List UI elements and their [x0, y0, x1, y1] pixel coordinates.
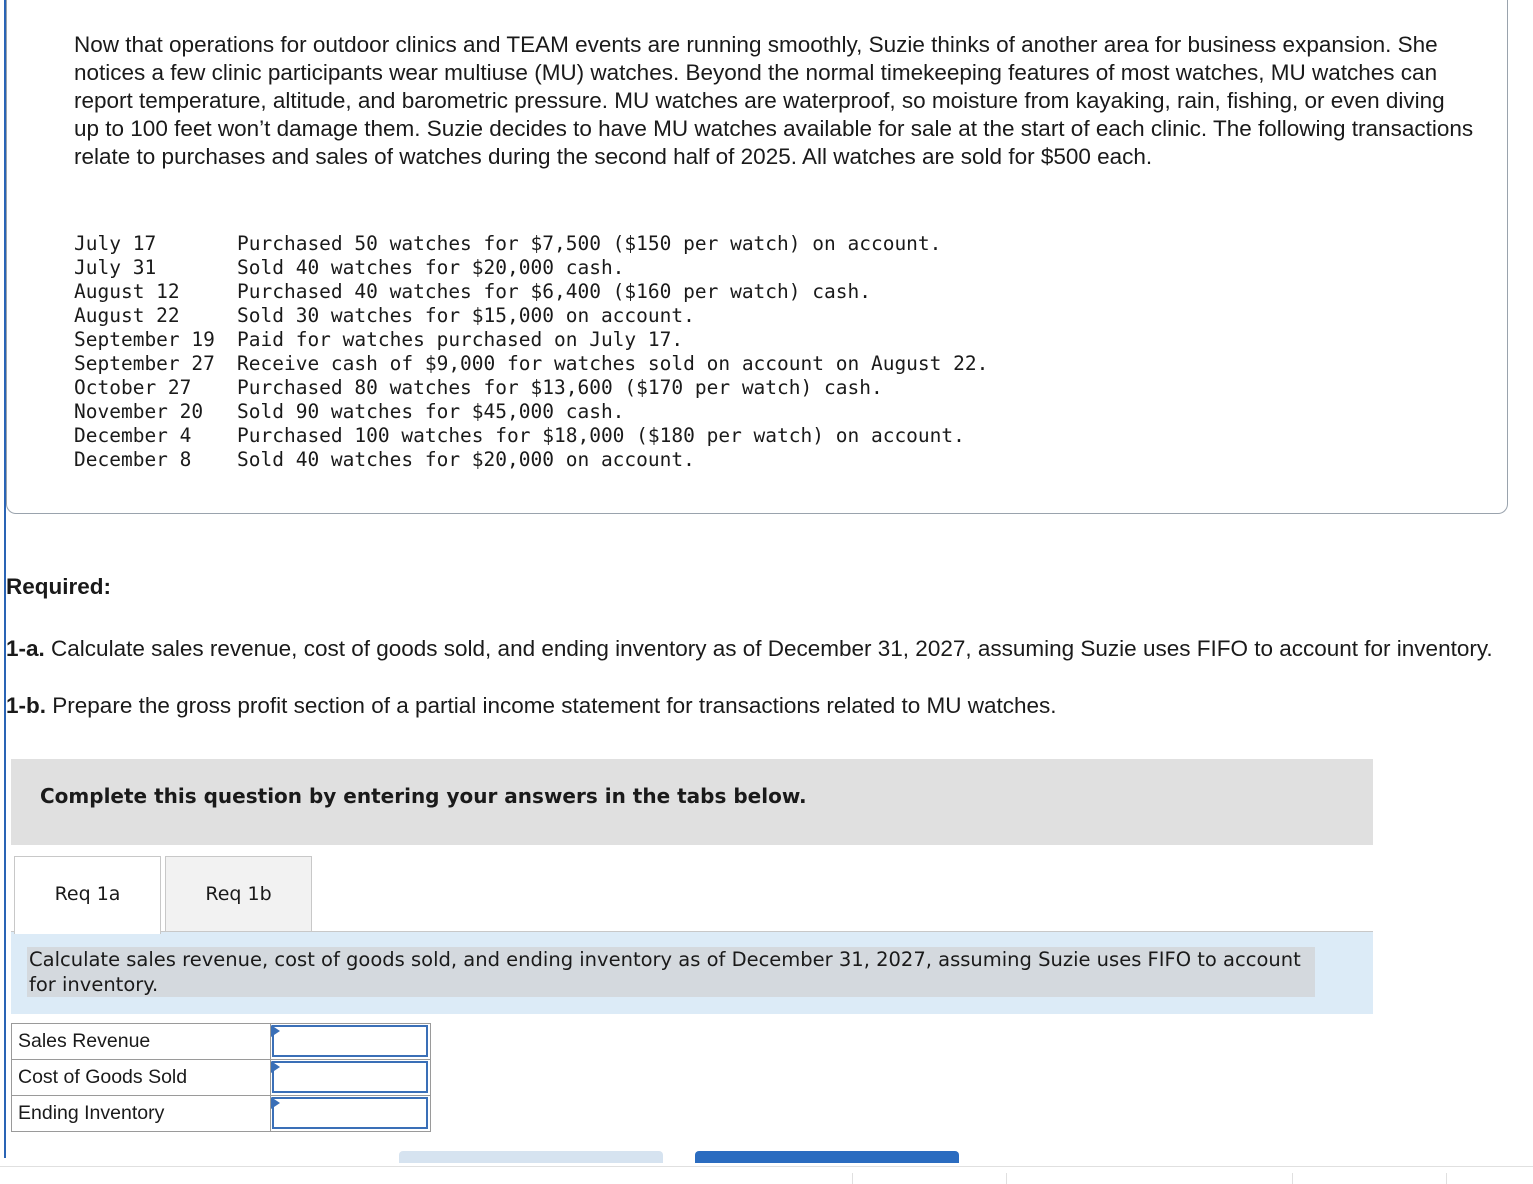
row-label-ending-inventory: Ending Inventory: [12, 1096, 271, 1132]
table-row: [12, 1096, 431, 1132]
bottom-divider-tick: [1006, 1173, 1007, 1184]
input-marker-icon: [271, 1025, 280, 1037]
panel-prompt: Calculate sales revenue, cost of goods sold, and ending inventory as of December 31, 2027, assuming Suzie uses FIFO to account for inventory.: [27, 947, 1315, 997]
cost-of-goods-sold-input[interactable]: [272, 1061, 428, 1093]
transaction-description: Purchased 100 watches for $18,000 ($180 per watch) on account.: [237, 424, 965, 447]
transaction-description: Paid for watches purchased on July 17.: [237, 328, 684, 351]
transaction-row: [74, 232, 988, 256]
answer-table: [11, 1023, 431, 1132]
instruction-text: Complete this question by entering your answers in the tabs below.: [40, 784, 807, 808]
requirement-text: Prepare the gross profit section of a partial income statement for transactions related to MU watches.: [52, 693, 1057, 718]
transaction-row: [74, 280, 988, 304]
transaction-row: [74, 352, 988, 376]
requirement-1a: [6, 634, 1516, 663]
transaction-date: September 27: [74, 352, 215, 375]
transaction-date: September 19: [74, 328, 215, 351]
transaction-date: August 12: [74, 280, 180, 303]
transaction-row: [74, 376, 988, 400]
transaction-date: December 8: [74, 448, 192, 471]
transaction-date: July 31: [74, 256, 157, 279]
transaction-row: [74, 424, 988, 448]
transaction-row: [74, 256, 988, 280]
transaction-row: [74, 448, 988, 472]
transaction-date: December 4: [74, 424, 192, 447]
transaction-description: Purchased 80 watches for $13,600 ($170 per watch) cash.: [237, 376, 883, 399]
transaction-date: October 27: [74, 376, 192, 399]
bottom-divider: [0, 1166, 1533, 1167]
requirement-1b: [6, 691, 1516, 720]
transaction-row: [74, 304, 988, 328]
transaction-date: July 17: [74, 232, 157, 255]
bottom-divider-tick: [852, 1173, 853, 1184]
prev-button[interactable]: [399, 1151, 663, 1163]
transaction-description: Receive cash of $9,000 for watches sold on account on August 22.: [237, 352, 989, 375]
input-marker-icon: [271, 1061, 280, 1073]
scenario-intro: Now that operations for outdoor clinics and TEAM events are running smoothly, Suzie thinks of another area for business expansion. She notices a few clinic participants wear multiuse (MU) watches. Beyond the normal timekeeping features of most watches, MU watches can report temperature, altitude, and barometric pressure. MU watches are waterproof, so moisture from kayaking, rain, fishing, or even diving up to 100 feet won’t damage them. Suzie decides to have MU watches available for sale at the start of each clinic. The following transactions relate to purchases and sales of watches during the second half of 2025. All watches are sold for $500 each.: [74, 32, 1474, 169]
transaction-description: Sold 90 watches for $45,000 cash.: [237, 400, 625, 423]
ending-inventory-input[interactable]: [272, 1097, 428, 1129]
requirement-text: Calculate sales revenue, cost of goods sold, and ending inventory as of December 31, 2027, assuming Suzie uses FIFO to account for inventory.: [51, 636, 1493, 661]
transaction-description: Purchased 50 watches for $7,500 ($150 per watch) on account.: [237, 232, 942, 255]
table-row: [12, 1024, 431, 1060]
transaction-description: Sold 40 watches for $20,000 cash.: [237, 256, 625, 279]
input-cell: [271, 1060, 431, 1096]
table-row: [12, 1060, 431, 1096]
row-label-sales-revenue: Sales Revenue: [12, 1024, 271, 1060]
transaction-description: Purchased 40 watches for $6,400 ($160 per watch) cash.: [237, 280, 871, 303]
tab-req-1a[interactable]: Req 1a: [14, 856, 161, 934]
requirement-label: 1-a.: [6, 636, 45, 661]
transaction-date: November 20: [74, 400, 204, 423]
tab-panel: [11, 931, 1373, 1014]
transaction-date: August 22: [74, 304, 180, 327]
transaction-list: [74, 232, 988, 472]
bottom-divider-tick: [1292, 1173, 1293, 1184]
transaction-description: Sold 30 watches for $15,000 on account.: [237, 304, 695, 327]
sales-revenue-input[interactable]: [272, 1025, 428, 1057]
transaction-row: [74, 328, 988, 352]
bottom-divider-tick: [1446, 1173, 1447, 1184]
next-button[interactable]: [695, 1151, 959, 1163]
input-cell: [271, 1024, 431, 1060]
input-cell: [271, 1096, 431, 1132]
transaction-description: Sold 40 watches for $20,000 on account.: [237, 448, 695, 471]
tab-req-1b[interactable]: Req 1b: [165, 856, 312, 932]
transaction-row: [74, 400, 988, 424]
requirement-label: 1-b.: [6, 693, 47, 718]
instruction-bar: [11, 759, 1373, 845]
required-heading: Required:: [6, 574, 112, 599]
row-label-cost-of-goods-sold: Cost of Goods Sold: [12, 1060, 271, 1096]
input-marker-icon: [271, 1097, 280, 1109]
